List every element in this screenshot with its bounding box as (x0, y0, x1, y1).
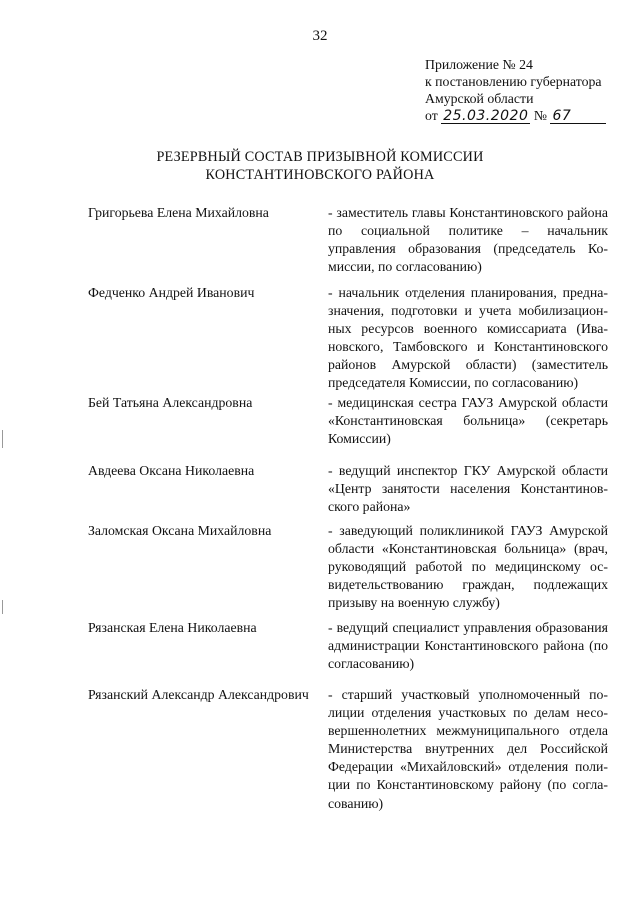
member-name: Рязанская Елена Николаевна (88, 620, 257, 635)
title-line-1: РЕЗЕРВНЫЙ СОСТАВ ПРИЗЫВНОЙ КОМИССИИ (156, 149, 484, 165)
member-role: - начальник отделения планирования, предназначения, подготовки и учета мобилизационных ресурсов военного комиссариата (Ивановского, Тамбовского и Константиновского районов Амурской области) (заместитель председателя Комиссии, по согласованию) (328, 285, 608, 391)
member-role: - заместитель главы Константиновского района по социальной политике – начальник управления образования (председатель Комиссии, по согласованию) (328, 205, 608, 275)
member-name: Бей Татьяна Александровна (88, 395, 253, 410)
appendix-line-3: Амурской области (425, 91, 534, 106)
scan-artifact (2, 600, 3, 614)
appendix-block (425, 56, 630, 124)
page-number: 32 (312, 28, 328, 44)
member-role: - медицинская сестра ГАУЗ Амурской области «Константиновская больница» (секретарь Комиссии) (328, 395, 608, 447)
number-prefix: № (533, 108, 547, 123)
scan-artifact (2, 430, 3, 448)
member-role: - старший участковый уполномоченный полиции отделения участковых по делам несовершеннолетних межмуниципального отдела Министерства внутренних дел Российской Федерации «Михайловский» отделения полиции по Константиновскому району (по согласованию) (328, 687, 608, 811)
title-line-2: КОНСТАНТИНОВСКОГО РАЙОНА (205, 166, 435, 183)
document-title (0, 149, 640, 184)
appendix-line-1: Приложение № 24 (425, 57, 533, 72)
member-name: Григорьева Елена Михайловна (88, 205, 269, 220)
handwritten-date: 25.03.2020 (443, 108, 529, 124)
appendix-date-line (425, 107, 630, 124)
member-role: - ведущий специалист управления образования администрации Константиновского района (по согласованию) (328, 620, 608, 672)
member-name: Рязанский Александр Александрович (88, 687, 309, 702)
member-role: - заведующий поликлиникой ГАУЗ Амурской области «Константиновская больница» (врач, руководящий работой по медицинскому освидетельствованию граждан, подлежащих призыву на военную службу) (328, 523, 608, 611)
date-prefix: от (425, 108, 438, 123)
member-name: Федченко Андрей Иванович (88, 285, 255, 300)
handwritten-number: 67 (550, 109, 606, 124)
appendix-line-2: к постановлению губернатора (425, 74, 602, 89)
member-name: Авдеева Оксана Николаевна (88, 463, 255, 478)
member-name: Заломская Оксана Михайловна (88, 523, 272, 538)
member-role: - ведущий инспектор ГКУ Амурской области «Центр занятости населения Константиновского района» (328, 463, 608, 515)
